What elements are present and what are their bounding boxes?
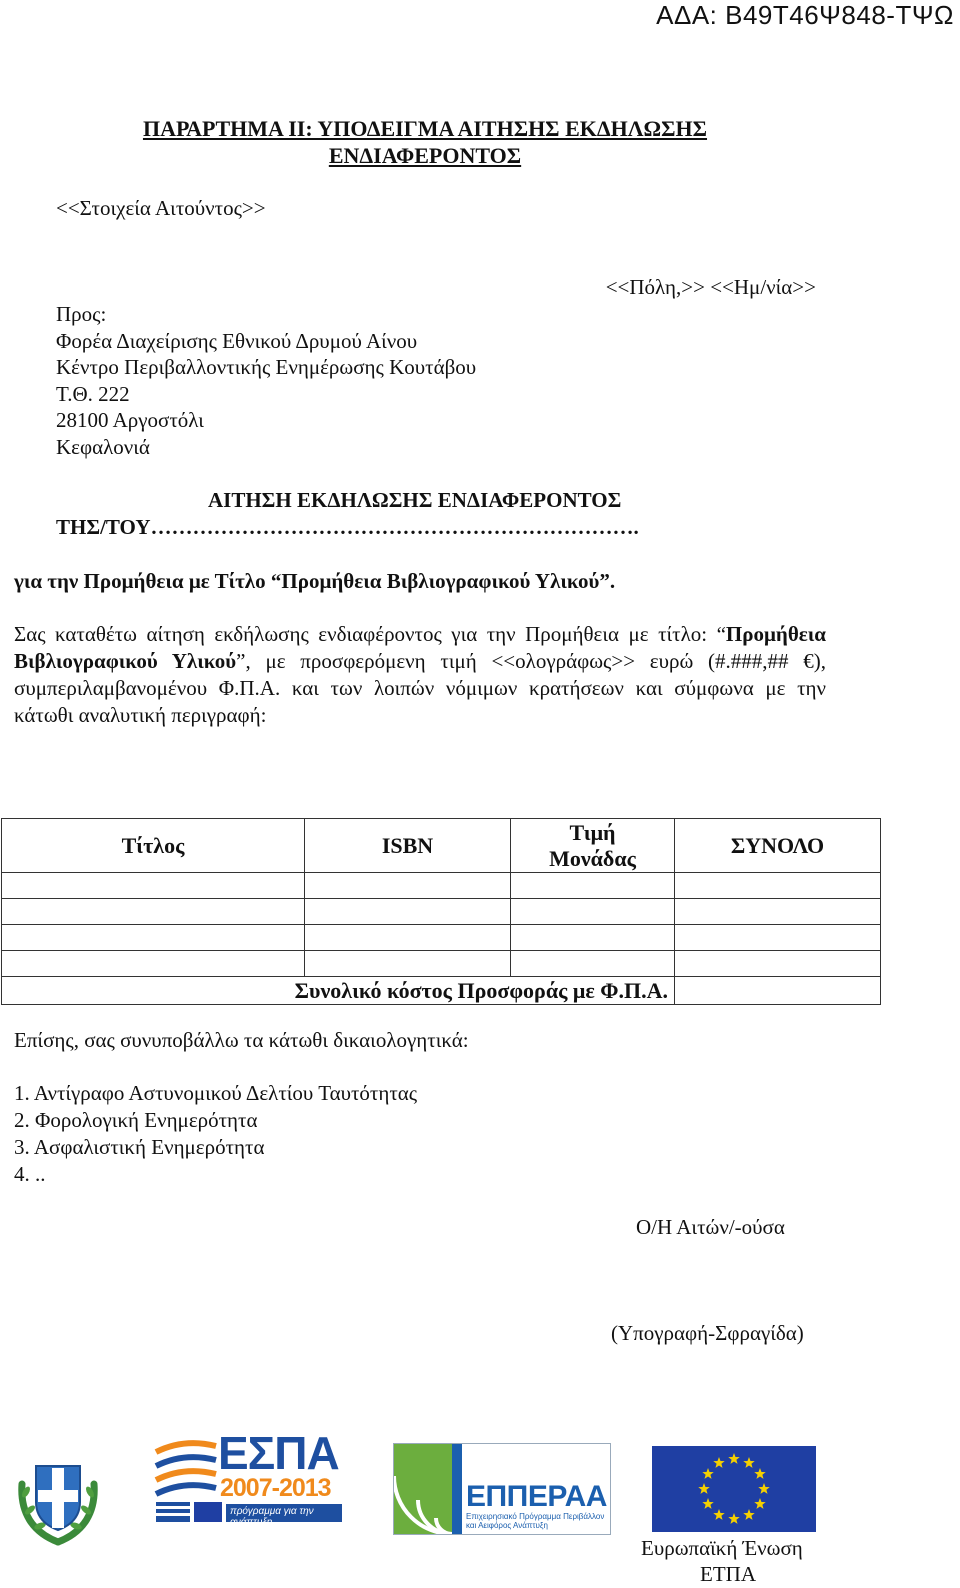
eu-star-icon	[754, 1498, 765, 1509]
table-total-row	[2, 977, 881, 1005]
request-title: ΑΙΤΗΣΗ ΕΚΔΗΛΩΣΗΣ ΕΝΔΙΑΦΕΡΟΝΤΟΣ	[208, 488, 622, 512]
body-paragraph	[14, 621, 826, 729]
greek-coat-of-arms-logo	[14, 1450, 102, 1548]
table-cell	[511, 951, 675, 977]
applicant-label: Ο/Η Αιτών/-ούσα	[636, 1215, 785, 1239]
table-cell	[675, 873, 881, 899]
table-cell	[305, 899, 511, 925]
epperaa-text: ΕΠΠΕΡΑΑ	[466, 1480, 607, 1513]
table-cell	[305, 951, 511, 977]
total-label: Συνολικό κόστος Προσφοράς με Φ.Π.Α.	[2, 977, 675, 1005]
table-cell	[675, 951, 881, 977]
table-cell	[2, 899, 305, 925]
body-bold-title: Προμήθεια Βιβλιογραφικού Υλικού	[14, 622, 826, 673]
body-text-part1: Σας καταθέτω αίτηση εκδήλωσης ενδιαφέροντος για την Προμήθεια με τίτλο: “	[14, 622, 726, 646]
table-row	[2, 899, 881, 925]
eu-caption-line1: Ευρωπαϊκή Ένωση	[641, 1536, 803, 1560]
recipient-address	[56, 301, 476, 460]
table-cell	[2, 873, 305, 899]
eu-star-icon	[702, 1498, 713, 1509]
eu-star-icon	[728, 1513, 739, 1524]
epperaa-subtitle: Επιχειρησιακό Πρόγραμμα Περιβάλλον και Αειφόρος Ανάπτυξη	[466, 1512, 605, 1530]
eu-star-icon	[743, 1509, 754, 1520]
recipient-line: 28100 Αργοστόλι	[56, 408, 204, 432]
header-title: Τίτλος	[2, 819, 305, 873]
eu-star-icon	[713, 1457, 724, 1468]
header-unit-price	[511, 819, 675, 873]
ada-code: ΑΔΑ: Β49Τ46Ψ848-ΤΨΩ	[656, 0, 954, 30]
eu-star-icon	[743, 1457, 754, 1468]
espa-years: 2007-2013	[220, 1474, 331, 1502]
attachments-intro: Επίσης, σας συνυποβάλλω τα κάτωθι δικαιολογητικά:	[14, 1028, 469, 1052]
espa-text: ΕΣΠΑ	[218, 1427, 339, 1479]
eu-star-icon	[754, 1468, 765, 1479]
procurement-line: για την Προμήθεια με Τίτλο “Προμήθεια Βιβλιογραφικού Υλικού”.	[14, 569, 616, 593]
signature-label: (Υπογραφή-Σφραγίδα)	[611, 1321, 804, 1345]
table-cell	[2, 925, 305, 951]
header-unit-price-line1: Τιμή	[569, 819, 616, 845]
header-isbn: ISBN	[305, 819, 511, 873]
table-cell	[511, 925, 675, 951]
table-cell	[511, 899, 675, 925]
recipient-line: Κεφαλονιά	[56, 434, 150, 459]
table-cell	[675, 925, 881, 951]
epperaa-logo	[393, 1443, 611, 1535]
eu-star-icon	[702, 1468, 713, 1479]
eu-caption-line2: ΕΤΠΑ	[700, 1562, 756, 1586]
applicant-placeholder: <<Στοιχεία Αιτούντος>>	[56, 196, 266, 220]
list-item: 3. Ασφαλιστική Ενημερότητα	[14, 1135, 265, 1159]
list-item: 1. Αντίγραφο Αστυνομικού Δελτίου Ταυτότητας	[14, 1081, 418, 1105]
recipient-line: Κέντρο Περιβαλλοντικής Ενημέρωσης Κουτάβου	[56, 355, 477, 379]
eu-star-icon	[758, 1483, 769, 1494]
recipient-line: Φορέα Διαχείρισης Εθνικού Δρυμού Αίνου	[56, 328, 418, 353]
price-table	[1, 818, 881, 1005]
annex-title-line2: ΕΝΔΙΑΦΕΡΟΝΤΟΣ	[328, 143, 522, 168]
table-cell	[305, 873, 511, 899]
list-item: 2. Φορολογική Ενημερότητα	[14, 1108, 258, 1132]
table-cell	[305, 925, 511, 951]
table-cell	[511, 873, 675, 899]
body-text-part2: ”, με προσφερόμενη τιμή <<ολογράφως>> ευρώ (#.###,## €), συμπεριλαμβανομένου Φ.Π.Α. και των λοιπών νόμιμων κρατήσεων και σύμφωνα με την κάτωθι αναλυτική περιγραφή:	[14, 649, 826, 727]
attachments-list	[14, 1080, 417, 1188]
table-row	[2, 925, 881, 951]
table-row	[2, 951, 881, 977]
table-header-row	[2, 819, 881, 873]
recipient-line: Προς:	[56, 302, 107, 326]
city-date-placeholder: <<Πόλη,>> <<Ημ/νία>>	[605, 275, 816, 299]
table-row	[2, 873, 881, 899]
total-value-cell	[675, 977, 881, 1005]
table-cell	[675, 899, 881, 925]
eu-flag-logo	[652, 1446, 816, 1532]
eu-star-icon	[698, 1483, 709, 1494]
eu-star-icon	[728, 1453, 739, 1464]
annex-title-line1: ΠΑΡΑΡΤΗΜΑ ΙΙ: ΥΠΟΔΕΙΓΜΑ ΑΙΤΗΣΗΣ ΕΚΔΗΛΩΣΗΣ	[142, 116, 708, 141]
recipient-line: Τ.Θ. 222	[56, 381, 130, 406]
espa-logo	[154, 1427, 344, 1528]
espa-tagline: πρόγραμμα για την ανάπτυξη	[230, 1506, 314, 1528]
table-cell	[2, 951, 305, 977]
header-total: ΣΥΝΟΛΟ	[675, 819, 881, 873]
header-unit-price-line2: Μονάδας	[549, 845, 636, 871]
list-item: 4. ..	[14, 1162, 46, 1186]
request-subject-line: ΤΗΣ/ΤΟΥ…………………………………………………………….	[56, 515, 639, 539]
eu-star-icon	[713, 1509, 724, 1520]
